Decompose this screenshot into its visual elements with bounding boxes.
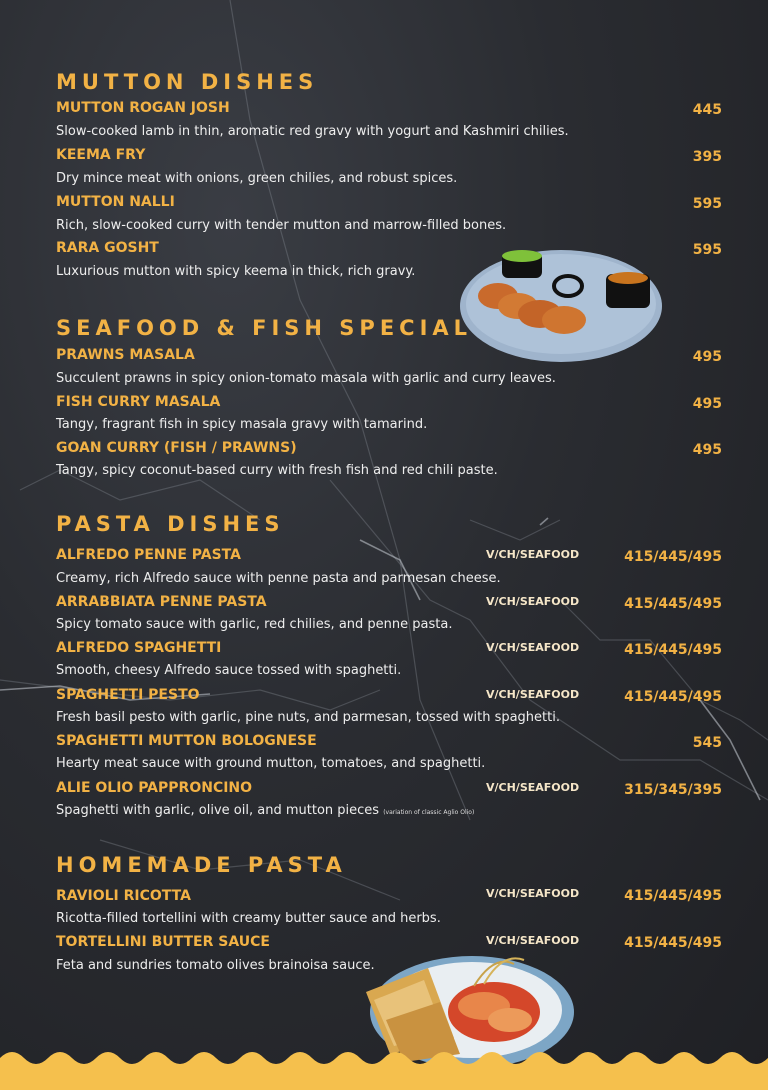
item-description: Fresh basil pesto with garlic, pine nuts, and parmesan, tossed with spaghetti. <box>56 710 560 725</box>
item-price: 415/445/495 <box>624 642 722 658</box>
item-name: TORTELLINI BUTTER SAUCE <box>56 934 270 950</box>
item-price: 415/445/495 <box>624 689 722 705</box>
item-price: 415/445/495 <box>624 935 722 951</box>
item-price: 595 <box>692 242 722 258</box>
item-price: 315/345/395 <box>624 782 722 798</box>
section-title-mutton: MUTTON DISHES <box>56 70 319 94</box>
item-name: SPAGHETTI MUTTON BOLOGNESE <box>56 733 317 749</box>
item-name: KEEMA FRY <box>56 147 146 163</box>
item-name: RAVIOLI RICOTTA <box>56 888 191 904</box>
bottom-wave-border <box>0 1044 768 1090</box>
item-name: MUTTON ROGAN JOSH <box>56 100 230 116</box>
item-description: Ricotta-filled tortellini with creamy butter sauce and herbs. <box>56 911 441 926</box>
item-description: Spicy tomato sauce with garlic, red chilies, and penne pasta. <box>56 617 453 632</box>
item-description: Dry mince meat with onions, green chilies, and robust spices. <box>56 171 458 186</box>
item-variant-tag: V/CH/SEAFOOD <box>486 688 580 701</box>
section-title-homemade-pasta: HOMEMADE PASTA <box>56 853 347 877</box>
section-title-pasta: PASTA DISHES <box>56 512 285 536</box>
item-price: 395 <box>692 149 722 165</box>
item-name: ALIE OLIO PAPPRONCINO <box>56 780 253 796</box>
item-name: MUTTON NALLI <box>56 194 175 210</box>
item-name: GOAN CURRY (FISH / PRAWNS) <box>56 440 297 456</box>
item-price: 415/445/495 <box>624 549 722 565</box>
item-price: 545 <box>692 735 722 751</box>
item-description-note: (variation of classic Aglio Olio) <box>383 809 475 816</box>
item-name: ALFREDO SPAGHETTI <box>56 640 222 656</box>
item-variant-tag: V/CH/SEAFOOD <box>486 548 580 561</box>
item-variant-tag: V/CH/SEAFOOD <box>486 887 580 900</box>
item-description: Tangy, spicy coconut-based curry with fresh fish and red chili paste. <box>56 463 498 478</box>
item-description <box>56 803 474 818</box>
section-title-seafood: SEAFOOD & FISH SPECIAL <box>56 316 473 340</box>
item-variant-tag: V/CH/SEAFOOD <box>486 781 580 794</box>
item-description: Feta and sundries tomato olives brainoisa sauce. <box>56 958 375 973</box>
item-description: Creamy, rich Alfredo sauce with penne pasta and parmesan cheese. <box>56 571 501 586</box>
item-name: RARA GOSHT <box>56 240 159 256</box>
item-description: Luxurious mutton with spicy keema in thick, rich gravy. <box>56 264 416 279</box>
item-price: 415/445/495 <box>624 596 722 612</box>
item-description-text: Spaghetti with garlic, olive oil, and mutton pieces <box>56 803 380 818</box>
item-description: Tangy, fragrant fish in spicy masala gravy with tamarind. <box>56 417 428 432</box>
item-description: Succulent prawns in spicy onion-tomato masala with garlic and curry leaves. <box>56 371 556 386</box>
item-price: 495 <box>692 396 722 412</box>
item-variant-tag: V/CH/SEAFOOD <box>486 595 580 608</box>
item-variant-tag: V/CH/SEAFOOD <box>486 934 580 947</box>
item-price: 495 <box>692 349 722 365</box>
item-price: 495 <box>692 442 722 458</box>
item-variant-tag: V/CH/SEAFOOD <box>486 641 580 654</box>
item-name: PRAWNS MASALA <box>56 347 195 363</box>
item-price: 595 <box>692 196 722 212</box>
item-name: ARRABBIATA PENNE PASTA <box>56 594 267 610</box>
fish-plate-photo <box>458 244 664 364</box>
item-name: ALFREDO PENNE PASTA <box>56 547 241 563</box>
item-description: Smooth, cheesy Alfredo sauce tossed with spaghetti. <box>56 663 402 678</box>
item-price: 445 <box>692 102 722 118</box>
item-description: Rich, slow-cooked curry with tender mutton and marrow-filled bones. <box>56 218 507 233</box>
item-description: Hearty meat sauce with ground mutton, tomatoes, and spaghetti. <box>56 756 486 771</box>
item-name: FISH CURRY MASALA <box>56 394 221 410</box>
item-name: SPAGHETTI PESTO <box>56 687 200 703</box>
item-description: Slow-cooked lamb in thin, aromatic red gravy with yogurt and Kashmiri chilies. <box>56 124 569 139</box>
item-price: 415/445/495 <box>624 888 722 904</box>
